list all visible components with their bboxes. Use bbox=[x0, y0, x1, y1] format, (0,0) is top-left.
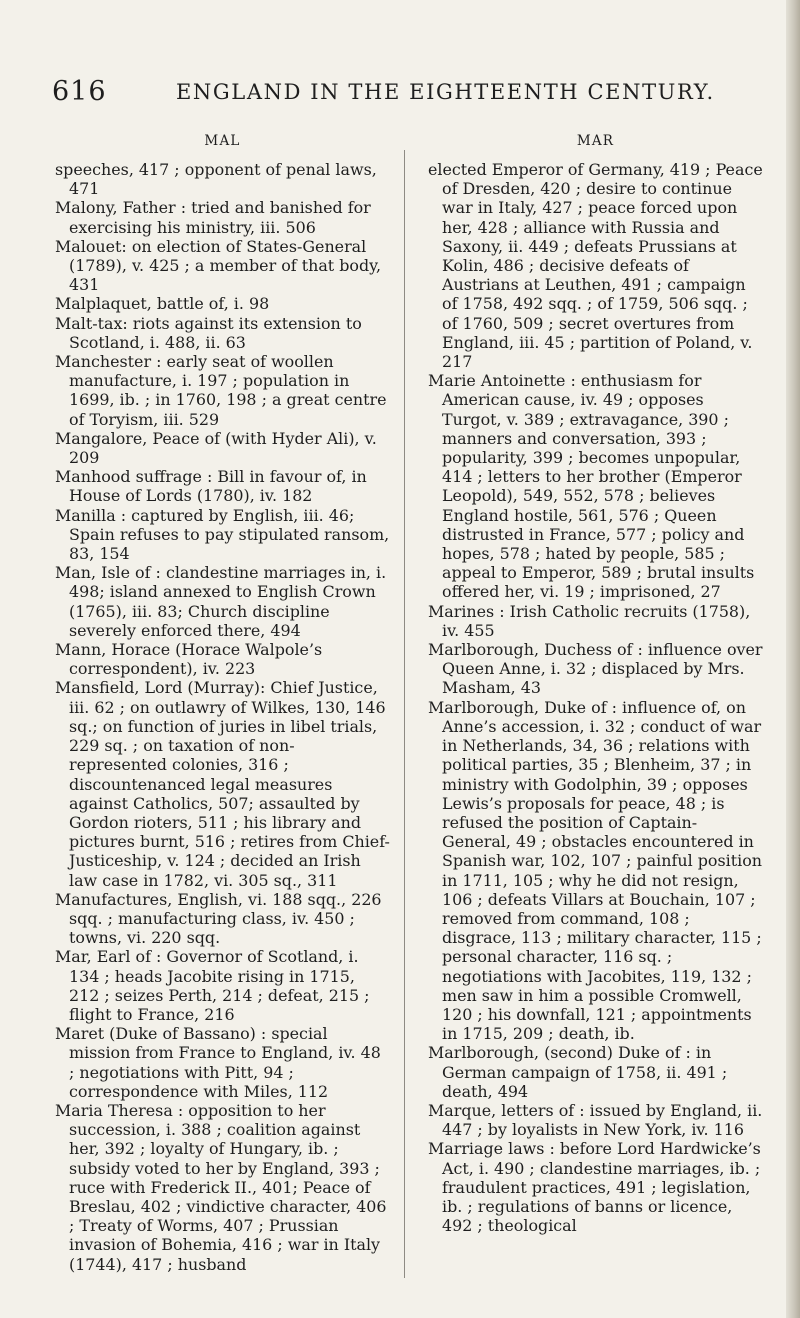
index-entry: Marriage laws : before Lord Hardwicke’s Act, i. 490 ; clandestine marriages, ib. ; fraudulent practices, 491 ; legislation, ib. ; regulations of banns or licence, 492 ; theological bbox=[428, 1139, 761, 1236]
index-entry: Malplaquet, battle of, i. 98 bbox=[55, 294, 270, 314]
index-entry: Marlborough, Duchess of : influence over Queen Anne, i. 32 ; displaced by Mrs. Masham, 43 bbox=[428, 640, 763, 698]
index-entry: Malt-tax: riots against its extension to Scotland, i. 488, ii. 63 bbox=[55, 313, 362, 352]
left-column bbox=[55, 132, 390, 1274]
index-entry: elected Emperor of Germany, 419 ; Peace of Dresden, 420 ; desire to continue war in Italy, 427 ; peace forced upon her, 428 ; alliance with Russia and Saxony, ii. 449 ; defeats Prussians at Kolin, 486 ; decisive defeats of Austrians at Leuthen, 491 ; campaign of 1758, 492 sqq. ; of 1759, 506 sqq. ; of 1760, 509 ; secret overtures from England, iii. 45 ; partition of Poland, v. 217 bbox=[428, 160, 763, 372]
page-number: 616 bbox=[52, 76, 107, 107]
index-entry: Manufactures, English, vi. 188 sqq., 226 sqq. ; manufacturing class, iv. 450 ; towns, vi. 220 sqq. bbox=[55, 889, 382, 948]
index-entry: speeches, 417 ; opponent of penal laws, 471 bbox=[55, 160, 377, 199]
index-entry: Manchester : early seat of woollen manufacture, i. 197 ; population in 1699, ib. ; in 1760, 198 ; a great centre of Toryism, iii. 529 bbox=[55, 352, 387, 429]
index-entry: Mangalore, Peace of (with Hyder Ali), v. 209 bbox=[55, 428, 377, 468]
right-guide-word: MAR bbox=[576, 133, 615, 149]
index-entry: Marines : Irish Catholic recruits (1758), iv. 455 bbox=[428, 601, 751, 640]
index-entry: Marlborough, (second) Duke of : in German campaign of 1758, ii. 491 ; death, 494 bbox=[428, 1043, 728, 1101]
index-entry: Man, Isle of : clandestine marriages in, i. 498; island annexed to English Crown (1765), iii. 83; Church discipline severely enforced there, 494 bbox=[55, 563, 387, 640]
index-entry: Mar, Earl of : Governor of Scotland, i. 134 ; heads Jacobite rising in 1715, 212 ; seizes Perth, 214 ; defeat, 215 ; flight to France, 216 bbox=[55, 947, 370, 1024]
index-entry: Malouet: on election of States-General (1789), v. 425 ; a member of that body, 431 bbox=[55, 236, 382, 295]
page-edge bbox=[786, 0, 800, 1318]
index-entry: Marlborough, Duke of : influence of, on Anne’s accession, i. 32 ; conduct of war in Netherlands, 34, 36 ; relations with political parties, 35 ; Blenheim, 37 ; in ministry with Godolphin, 39 ; opposes Lewis’s proposals for peace, 48 ; is refused the position of Captain-General, 49 ; obstacles encountered in Spanish war, 102, 107 ; painful position in 1711, 105 ; why he did not resign, 106 ; defeats Villars at Bouchain, 107 ; removed from command, 108 ; disgrace, 113 ; military character, 115 ; personal character, 116 sq. ; negotiations with Jacobites, 119, 132 ; men saw in him a possible Cromwell, 120 ; his downfall, 121 ; appointments in 1715, 209 ; death, ib. bbox=[428, 697, 762, 1044]
running-title: ENGLAND IN THE EIGHTEENTH CENTURY. bbox=[176, 80, 715, 104]
index-entry: Manilla : captured by English, iii. 46; Spain refuses to pay stipulated ransom, 83, 154 bbox=[55, 505, 390, 564]
index-entry: Mann, Horace (Horace Walpole’s correspondent), iv. 223 bbox=[55, 640, 323, 679]
index-entry: Maria Theresa : opposition to her succession, i. 388 ; coalition against her, 392 ; loyalty of Hungary, ib. ; subsidy voted to her by England, 393 ; ruce with Frederick II., 401; Peace of Breslau, 402 ; vindictive character, 406 ; Treaty of Worms, 407 ; Prussian invasion of Bohemia, 416 ; war in Italy (1744), 417 ; husband bbox=[55, 1100, 387, 1274]
column-divider bbox=[404, 150, 405, 1278]
index-entry: Marie Antoinette : enthusiasm for American cause, iv. 49 ; opposes Turgot, v. 389 ; extravagance, 390 ; manners and conversation, 393 ; popularity, 399 ; becomes unpopular, 414 ; letters to her brother (Emperor Leopold), 549, 552, 578 ; believes England hostile, 561, 576 ; Queen distrusted in France, 577 ; policy and hopes, 578 ; hated by people, 585 ; appeal to Emperor, 589 ; brutal insults offered her, vi. 19 ; imprisoned, 27 bbox=[428, 371, 755, 602]
index-entry: Maret (Duke of Bassano) : special mission from France to England, iv. 48 ; negotiations with Pitt, 94 ; correspondence with Miles, 112 bbox=[55, 1024, 381, 1101]
right-column bbox=[428, 132, 763, 1235]
left-guide-word: MAL bbox=[204, 133, 241, 149]
page-header bbox=[52, 76, 752, 116]
index-entry: Marque, letters of : issued by England, ii. 447 ; by loyalists in New York, iv. 116 bbox=[428, 1100, 763, 1140]
index-entry: Manhood suffrage : Bill in favour of, in House of Lords (1780), iv. 182 bbox=[55, 467, 367, 506]
index-entry: Malony, Father : tried and banished for exercising his ministry, iii. 506 bbox=[55, 198, 371, 237]
index-entry: Mansfield, Lord (Murray): Chief Justice, iii. 62 ; on outlawry of Wilkes, 130, 146 sq.; on function of juries in libel trials, 229 sq. ; on taxation of non-represented colonies, 316 ; discountenanced legal measures against Catholics, 507; assaulted by Gordon rioters, 511 ; his library and pictures burnt, 516 ; retires from Chief-Justiceship, v. 124 ; decided an Irish law case in 1782, vi. 305 sq., 311 bbox=[55, 678, 390, 890]
